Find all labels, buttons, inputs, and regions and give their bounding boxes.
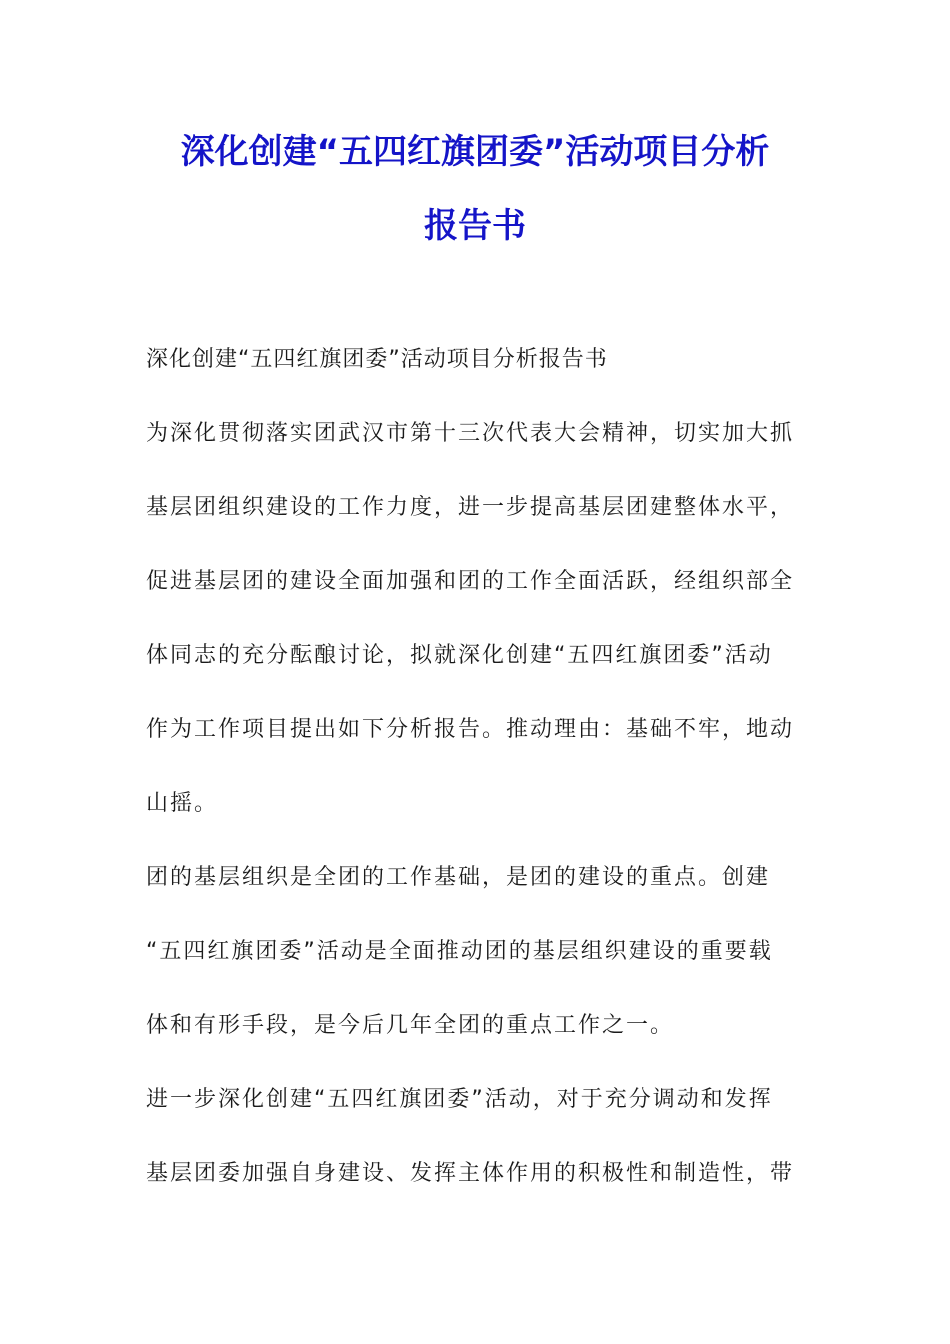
- document-subtitle: 深化创建“五四红旗团委”活动项目分析报告书: [146, 347, 608, 372]
- body-line: 促进基层团的建设全面加强和团的工作全面活跃，经组织部全: [146, 569, 795, 594]
- document-body: [146, 340, 816, 1228]
- body-line: 基层团组织建设的工作力度，进一步提高基层团建整体水平，: [146, 495, 795, 520]
- document-title-line-2: 报告书: [424, 206, 526, 246]
- body-line: 作为工作项目提出如下分析报告。推动理由：基础不牢，地动: [146, 717, 795, 742]
- body-line: 为深化贯彻落实团武汉市第十三次代表大会精神，切实加大抓: [146, 421, 795, 446]
- body-line: “五四红旗团委”活动是全面推动团的基层组织建设的重要载: [146, 939, 773, 964]
- document-title-line-1: 深化创建“五四红旗团委”活动项目分析: [180, 132, 770, 172]
- body-line: 基层团委加强自身建设、发挥主体作用的积极性和制造性，带: [146, 1161, 795, 1186]
- body-line: 体和有形手段，是今后几年全团的重点工作之一。: [146, 1013, 675, 1038]
- body-line: 体同志的充分酝酿讨论，拟就深化创建“五四红旗团委”活动: [146, 643, 773, 668]
- body-line: 山摇。: [146, 791, 219, 816]
- body-line: 进一步深化创建“五四红旗团委”活动，对于充分调动和发挥: [146, 1087, 773, 1112]
- body-line: 团的基层组织是全团的工作基础，是团的建设的重点。创建: [146, 865, 771, 890]
